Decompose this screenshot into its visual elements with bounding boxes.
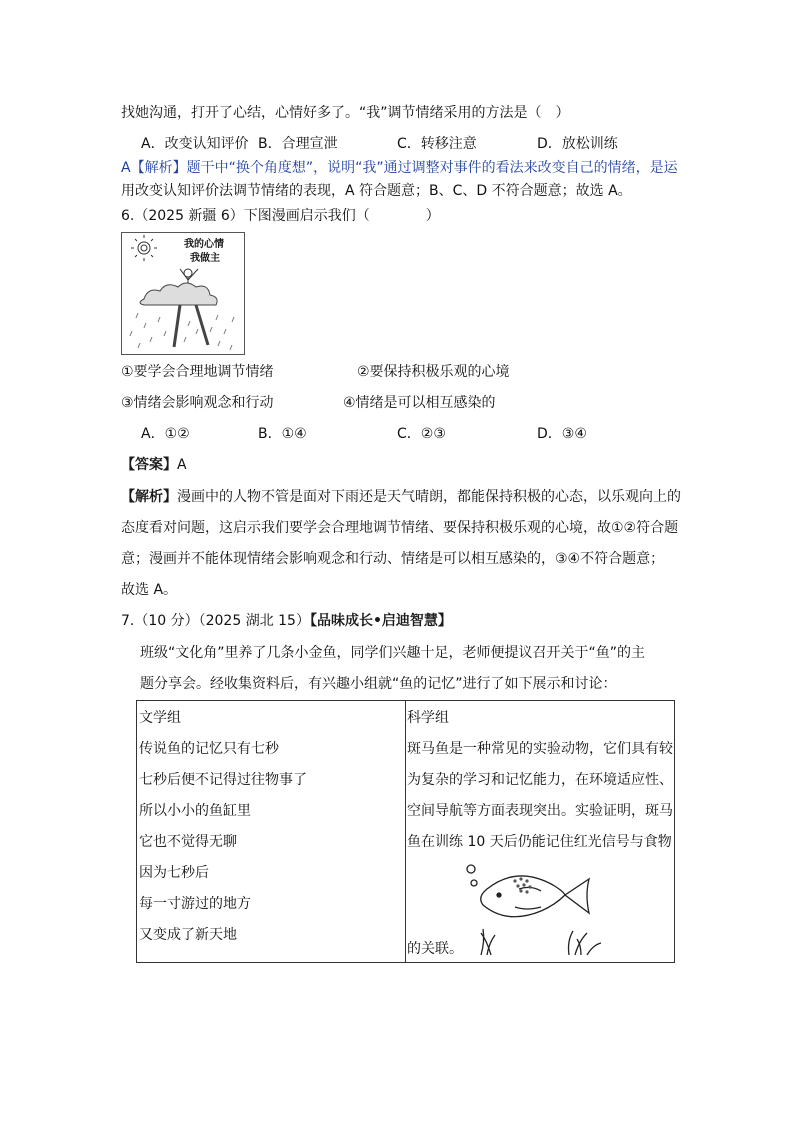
prev-analysis-line1: A【解析】题干中“换个角度想”，说明“我”通过调整对事件的看法来改变自己的情绪，是运 xyxy=(121,160,678,176)
analysis-label: 【解析】 xyxy=(121,489,177,505)
q6-analysis-line3: 意；漫画并不能体现情绪会影响观念和行动、情绪是可以相互感染的，③④不符合题意； xyxy=(121,551,665,567)
q6-option-b: B．①④ xyxy=(258,426,307,442)
cartoon-caption-line2: 我做主 xyxy=(190,253,220,264)
q6-analysis-line2: 态度看对问题，这启示我们要学会合理地调节情绪、要保持积极乐观的心境，故①②符合题 xyxy=(121,520,679,536)
fish-body xyxy=(481,876,565,917)
q7-stem xyxy=(121,611,452,631)
q6-statement-4: ④情绪是可以相互感染的 xyxy=(343,395,496,411)
answer-value: A xyxy=(177,457,187,473)
q7-intro-line1: 班级“文化角”里养了几条小金鱼，同学们兴趣十足，老师便提议召开关于“鱼”的主 xyxy=(140,645,646,661)
sun-icon xyxy=(131,235,157,261)
seaweed-left xyxy=(481,929,495,955)
science-line: 斑马鱼是一种常见的实验动物，它们具有较 xyxy=(407,741,673,757)
q7-stem-prefix: 7.（10 分）（2025 湖北 15） xyxy=(121,613,310,629)
q6-statement-1: ①要学会合理地调节情绪 xyxy=(121,364,274,380)
science-line: 为复杂的学习和记忆能力，在环境适应性、 xyxy=(407,772,673,788)
q6-statement-2: ②要保持积极乐观的心境 xyxy=(357,364,510,380)
q6-answer xyxy=(121,455,187,475)
rain xyxy=(130,313,234,350)
prev-analysis-line2: 用改变认知评价法调节情绪的表现，A 符合题意；B、C、D 不符合题意；故选 A。 xyxy=(121,183,632,199)
bubble-icon xyxy=(471,880,477,886)
literature-header: 文学组 xyxy=(139,710,181,726)
table-divider xyxy=(405,701,406,962)
cartoon-caption-line1: 我的心情 xyxy=(184,239,224,250)
q6-analysis-line1 xyxy=(121,487,681,507)
literature-line: 每一寸游过的地方 xyxy=(139,896,251,912)
science-line: 鱼在训练 10 天后仍能记住红光信号与食物 xyxy=(407,834,672,850)
literature-line: 因为七秒后 xyxy=(139,865,209,881)
q6-cartoon xyxy=(121,232,245,355)
stilts xyxy=(174,305,208,347)
fish-eye xyxy=(497,893,501,897)
prev-option-a: A．改变认知评价 xyxy=(141,136,249,152)
prev-option-d: D．放松训练 xyxy=(537,136,618,152)
literature-line: 又变成了新天地 xyxy=(139,927,237,943)
q6-option-c: C．②③ xyxy=(397,426,446,442)
bubble-icon xyxy=(467,865,475,873)
q6-option-a: A．①② xyxy=(141,426,190,442)
seaweed-right xyxy=(569,931,602,955)
fish-tail xyxy=(565,879,589,913)
q7-stem-tag: 【品味成长•启迪智慧】 xyxy=(309,613,452,629)
literature-line: 七秒后便不记得过往物事了 xyxy=(139,772,307,788)
cloud-shape xyxy=(140,283,217,305)
q6-analysis-line4: 故选 A。 xyxy=(121,582,178,598)
science-header: 科学组 xyxy=(407,710,449,726)
fish-drawing xyxy=(457,859,617,959)
prev-option-b: B．合理宣泄 xyxy=(258,136,338,152)
fish-spots xyxy=(513,877,531,893)
literature-line: 所以小小的鱼缸里 xyxy=(139,803,251,819)
fish-gill xyxy=(515,907,541,909)
prev-option-c: C．转移注意 xyxy=(397,136,477,152)
science-line: 的关联。 xyxy=(407,941,463,957)
q6-statement-3: ③情绪会影响观念和行动 xyxy=(121,395,274,411)
analysis-text: 漫画中的人物不管是面对下雨还是天气晴朗，都能保持积极的心态，以乐观向上的 xyxy=(177,489,681,505)
q6-stem: 6.（2025 新疆 6）下图漫画启示我们（ ） xyxy=(121,208,440,224)
answer-label: 【答案】 xyxy=(121,457,177,473)
science-line: 空间导航等方面表现突出。实验证明，斑马 xyxy=(407,803,673,819)
cartoon-drawing xyxy=(122,233,244,354)
literature-line: 它也不觉得无聊 xyxy=(139,834,237,850)
prev-question-tail: 找她沟通，打开了心结，心情好多了。“我”调节情绪采用的方法是（ ） xyxy=(121,105,570,121)
fish-memory-table xyxy=(136,700,675,963)
q6-option-d: D．③④ xyxy=(537,426,587,442)
q7-intro-line2: 题分享会。经收集资料后，有兴趣小组就“鱼的记忆”进行了如下展示和讨论： xyxy=(140,676,617,692)
literature-line: 传说鱼的记忆只有七秒 xyxy=(139,741,279,757)
